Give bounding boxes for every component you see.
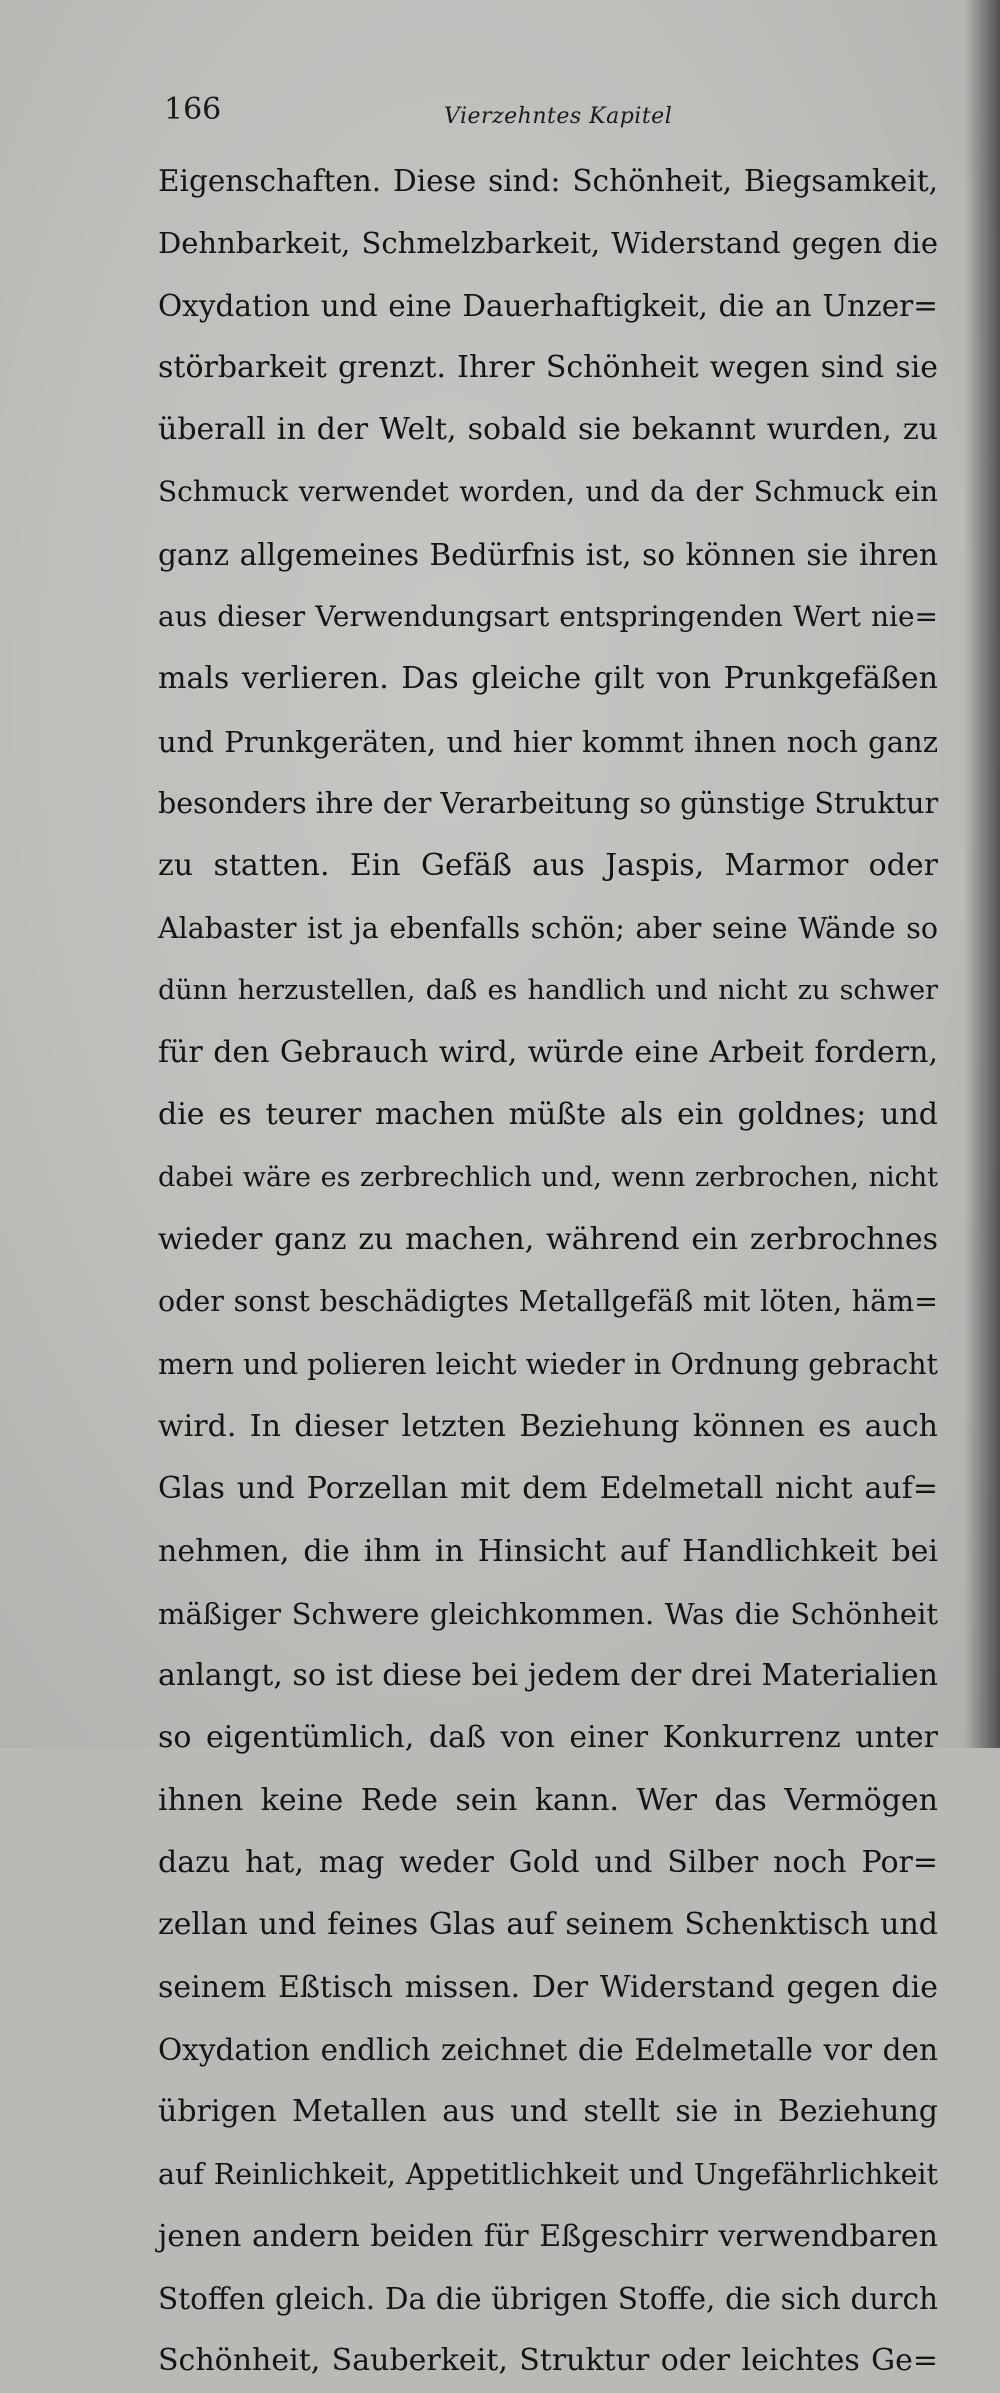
text-line: so eigentümlich, daß von einer Konkurrenz unter: [158, 1720, 938, 1756]
text-line: mern und polieren leicht wieder in Ordnung gebracht: [158, 1347, 938, 1381]
text-line: überall in der Welt, sobald sie bekannt wurden, zu: [158, 412, 938, 448]
text-line: Eigenschaften. Diese sind: Schönheit, Biegsamkeit,: [158, 164, 938, 198]
text-line: störbarkeit grenzt. Ihrer Schönheit wegen sind sie: [158, 349, 938, 385]
text-line: übrigen Metallen aus und stellt sie in Beziehung: [158, 2094, 938, 2130]
text-line: und Prunkgeräten, und hier kommt ihnen noch ganz: [158, 724, 938, 759]
text-line: ihnen keine Rede sein kann. Wer das Vermögen: [158, 1782, 938, 1818]
text-line: dünn herzustellen, daß es handlich und nicht zu schwer: [158, 974, 938, 1006]
text-line: wird. In dieser letzten Beziehung können es auch: [158, 1408, 938, 1444]
page-header: [164, 92, 684, 142]
text-line: oder sonst beschädigtes Metallgefäß mit löten, häm=: [158, 1285, 938, 1319]
text-line: Stoffen gleich. Da die übrigen Stoffe, die sich durch: [158, 2282, 938, 2317]
text-line: Oxydation und eine Dauerhaftigkeit, die an Unzer=: [158, 288, 938, 323]
page-number: 166: [164, 92, 222, 127]
text-line: Schönheit, Sauberkeit, Struktur oder leichtes Ge=: [158, 2343, 938, 2379]
text-line: Glas und Porzellan mit dem Edelmetall nicht auf=: [158, 1471, 938, 1507]
text-line: auf Reinlichkeit, Appetitlichkeit und Ungefährlichkeit: [158, 2157, 938, 2191]
text-line: zellan und feines Glas auf seinem Schenktisch und: [158, 1907, 938, 1943]
text-line: Dehnbarkeit, Schmelzbarkeit, Widerstand gegen die: [158, 226, 938, 261]
text-line: für den Gebrauch wird, würde eine Arbeit fordern,: [158, 1035, 938, 1071]
spine-shadow: [964, 0, 1000, 1748]
body-text: [158, 150, 938, 2393]
text-line: zu statten. Ein Gefäß aus Jaspis, Marmor oder: [158, 848, 938, 884]
text-line: seinem Eßtisch missen. Der Widerstand gegen die: [158, 1969, 938, 2005]
text-line: aus dieser Verwendungsart entspringenden Wert nie=: [158, 600, 938, 634]
text-line: die es teurer machen müßte als ein goldnes; und: [158, 1097, 938, 1133]
text-line: dazu hat, mag weder Gold und Silber noch Por=: [158, 1845, 938, 1881]
text-line: mäßiger Schwere gleichkommen. Was die Schönheit: [158, 1596, 938, 1631]
text-line: ganz allgemeines Bedürfnis ist, so können sie ihren: [158, 537, 938, 572]
text-line: besonders ihre der Verarbeitung so günstige Struktur: [158, 786, 939, 820]
text-line: Alabaster ist ja ebenfalls schön; aber seine Wände so: [158, 911, 938, 945]
text-line: jenen andern beiden für Eßgeschirr verwendbaren: [158, 2218, 938, 2254]
text-line: Schmuck verwendet worden, und da der Schmuck ein: [158, 475, 938, 509]
text-line: mals verlieren. Das gleiche gilt von Prunkgefäßen: [158, 661, 938, 697]
running-title: Vierzehntes Kapitel: [444, 104, 673, 129]
text-line: wieder ganz zu machen, während ein zerbrochnes: [158, 1222, 938, 1258]
text-line: Oxydation endlich zeichnet die Edelmetalle vor den: [158, 2032, 938, 2067]
text-line: nehmen, die ihm in Hinsicht auf Handlichkeit bei: [158, 1533, 938, 1569]
text-line: dabei wäre es zerbrechlich und, wenn zerbrochen, nicht: [158, 1161, 938, 1193]
text-line: anlangt, so ist diese bei jedem der drei Materialien: [158, 1658, 938, 1694]
